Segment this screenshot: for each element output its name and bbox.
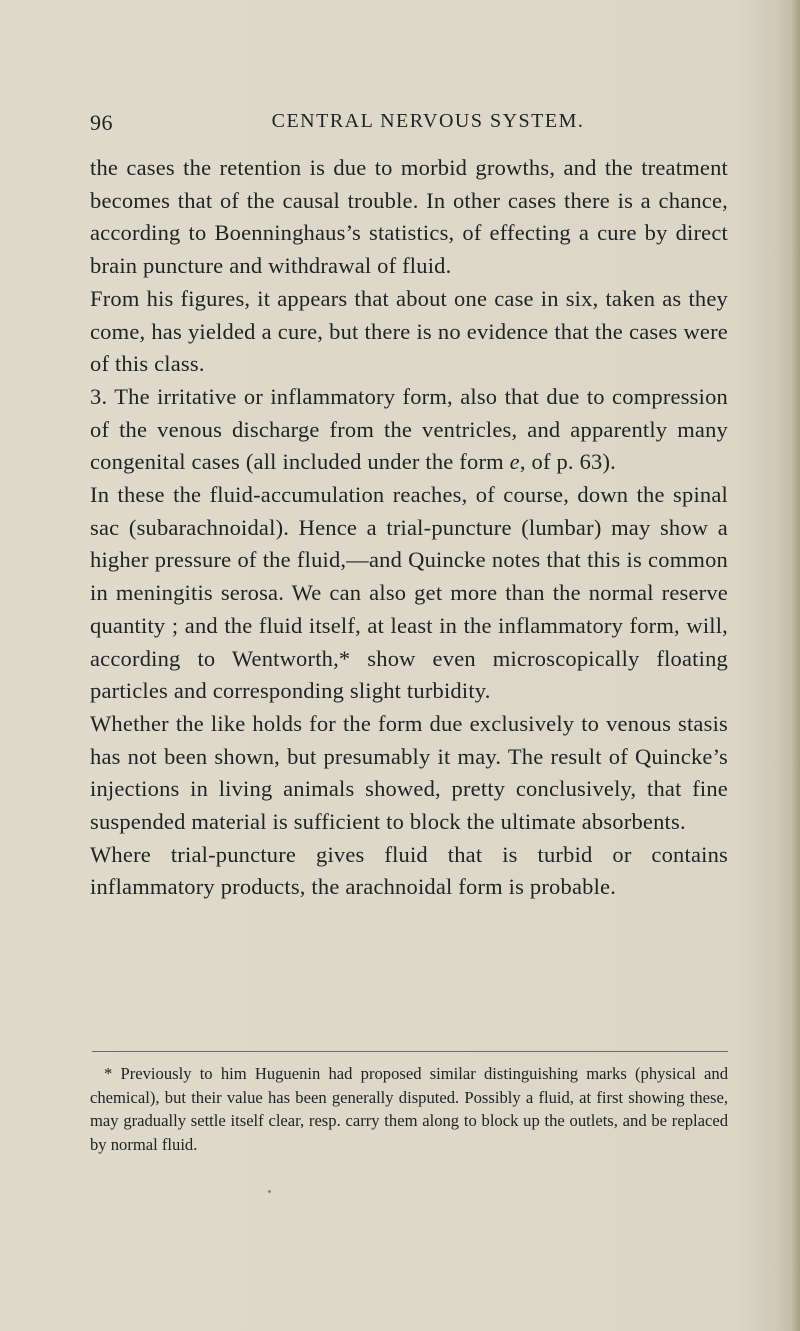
paragraph-6: Where trial-puncture gives fluid that is turbid or contains inflammatory products, the arachnoidal form is probable.: [90, 841, 728, 900]
paragraph-3-italic: e: [509, 449, 520, 475]
paragraph-3-text-b: , of p. 63).: [519, 449, 616, 475]
paragraph-5: Whether the like holds for the form due exclusively to venous stasis has not been shown, but presumably it may. The result of Quincke’s injections in living animals showed, pretty conclusively, that fine suspended material is sufficient to block the ultimate absorbents.: [90, 710, 728, 835]
footnote-text: Previously to him Huguenin had proposed similar distinguishing marks (physical and chemical), but their value has been generally disputed. Possibly a fluid, at first showing these, may gradually settle itself clear, resp. carry them along to block up the outlets, and be replaced by normal fluid.: [90, 1064, 728, 1154]
running-title: CENTRAL NERVOUS SYSTEM.: [271, 110, 585, 132]
paragraph-3: [90, 381, 728, 479]
paragraph-3-text-a: 3. The irritative or inflammatory form, also that due to compression of the venous discharge from the ventricles, and apparently many congenital cases (all included under the form: [90, 383, 728, 475]
paragraph-1: the cases the retention is due to morbid growths, and the treatment becomes that of the causal trouble. In other cases there is a chance, according to Boenninghaus’s statistics, of effecting a cure by direct brain puncture and withdrawal of fluid.: [90, 155, 728, 279]
page-edge: [790, 0, 800, 1331]
page-number: 96: [90, 110, 113, 135]
footnote: [90, 1062, 728, 1156]
running-head: [90, 110, 726, 140]
footnote-rule: [92, 1051, 728, 1052]
body-text: [90, 152, 728, 904]
paragraph-4: In these the fluid-accumulation reaches, of course, down the spinal sac (subarachnoidal). Hence a trial-puncture (lumbar) may show a higher pressure of the fluid,—and Quincke notes that this is common in meningitis serosa. We can also get more than the normal reserve quantity ; and the fluid itself, at least in the inflammatory form, will, according to Wentworth,* show even microscopically floating particles and corresponding slight turbidity.: [90, 482, 728, 704]
footnote-marker: *: [104, 1064, 113, 1083]
paragraph-2: From his figures, it appears that about one case in six, taken as they come, has yielded a cure, but there is no evidence that the cases were of this class.: [90, 285, 728, 377]
paper-speck: [268, 1190, 271, 1193]
